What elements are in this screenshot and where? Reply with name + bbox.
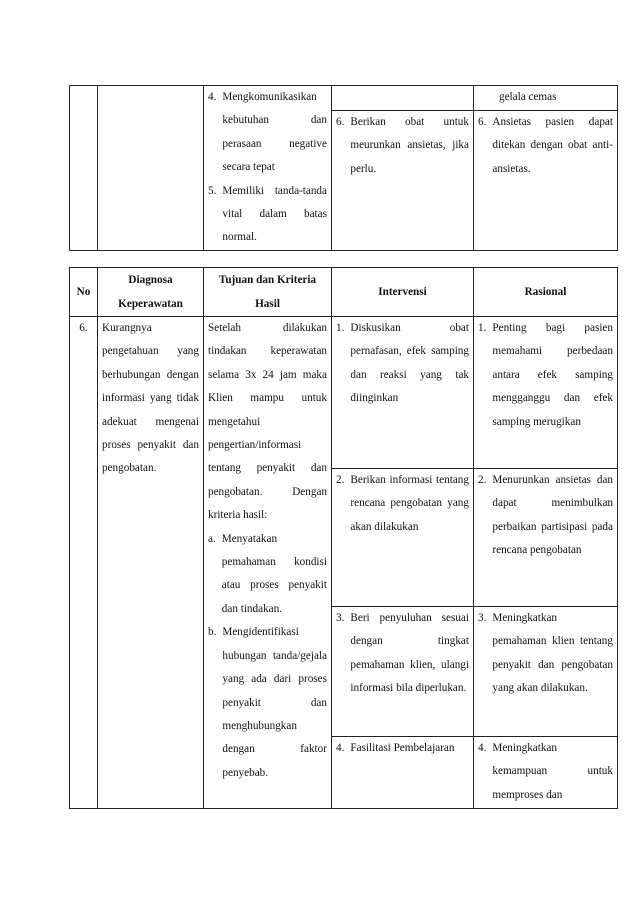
tujuan-item — [208, 86, 327, 180]
kriteria-item — [208, 528, 327, 622]
header-tujuan — [204, 268, 332, 317]
intervensi-item — [336, 737, 469, 760]
intervensi-item-text: Berikan informasi tentang rencana pengobatan yang akan dilakukan — [350, 474, 469, 533]
no-cell: 6. — [70, 317, 98, 809]
rasional-cell — [474, 737, 618, 809]
continuation-table — [69, 85, 618, 251]
body-row-1 — [70, 317, 618, 469]
tujuan-intro: Setelah dilakukan tindakan keperawatan selama 3x 24 jam maka Klien mampu untuk mengetahui pengertian/informasi tentang penyakit dan pengobatan. Dengan kriteria hasil: — [208, 322, 327, 522]
intervensi-item-num: 1. — [336, 322, 345, 334]
continuation-intervensi-cell — [332, 86, 474, 251]
intervensi-item-text: Diskusikan obat pernafasan, efek samping dan reaksi yang tak diinginkan — [350, 322, 469, 405]
intervensi-item-text: Fasilitasi Pembelajaran — [350, 742, 455, 754]
header-no: No — [70, 268, 98, 317]
tujuan-item-text: Mengkomunikasikan kebutuhan dan perasaan negative secara tepat — [222, 91, 327, 174]
rasional-item — [478, 607, 613, 701]
header-intervensi: Intervensi — [332, 268, 474, 317]
intervensi-cell — [332, 607, 474, 737]
tujuan-item-text: Memiliki tanda-tanda vital dalam batas normal. — [222, 184, 327, 244]
header-diagnosa-line1: Diagnosa — [128, 274, 173, 286]
continuation-no-cell — [70, 86, 98, 251]
kriteria-item-text: Mengidentifikasi hubungan tanda/gejala yang ada dari proses penyakit dan menghubungkan dengan faktor penyebab. — [222, 626, 327, 779]
rasional-item — [478, 469, 613, 563]
tujuan-item-num: 4. — [208, 91, 217, 103]
rasional-item-text: Meningkatkan pemahaman klien tentang penyakit dan pengobatan yang akan dilakukan. — [492, 612, 613, 695]
header-tujuan-line1: Tujuan dan Kriteria — [218, 274, 317, 286]
header-row — [70, 268, 618, 317]
kriteria-item-text: Menyatakan pemahaman kondisi atau proses penyakit dan tindakan. — [221, 532, 327, 615]
rasional-cell — [474, 607, 618, 737]
rasional-item — [474, 111, 617, 181]
diagnosa-cell: Kurangnya pengetahuan yang berhubungan dengan informasi yang tidak adekuat mengenai proses penyakit dan pengobatan. — [98, 317, 204, 809]
intervensi-item — [336, 607, 469, 701]
rasional-item-num: 2. — [478, 474, 487, 486]
rasional-item-num: 4. — [478, 742, 487, 754]
continuation-tujuan-cell — [204, 86, 332, 251]
intervensi-item-text: Berikan obat untuk meurunkan ansietas, jika perlu. — [350, 116, 469, 175]
tujuan-cell — [204, 317, 332, 809]
rasional-item-text: Meningkatkan kemampuan untuk memproses dan — [492, 742, 613, 801]
intervensi-item-num: 6. — [336, 116, 345, 128]
intervensi-item — [336, 469, 469, 539]
rasional-item-num: 3. — [478, 612, 487, 624]
rasional-cell — [474, 317, 618, 469]
rasional-item-num: 6. — [478, 116, 487, 128]
intervensi-cell — [332, 469, 474, 607]
kriteria-item — [208, 621, 327, 785]
rasional-item — [478, 317, 613, 434]
intervensi-item — [336, 317, 469, 411]
intervensi-item-num: 3. — [336, 612, 345, 624]
tujuan-item — [208, 180, 327, 250]
header-rasional: Rasional — [474, 268, 618, 317]
intervensi-cell — [332, 317, 474, 469]
intervensi-item-num: 4. — [336, 742, 345, 754]
rasional-top-text: gelala cemas — [474, 86, 617, 111]
rasional-item-text: Ansietas pasien dapat ditekan dengan obat anti-ansietas. — [492, 116, 613, 175]
main-table — [69, 267, 618, 809]
intervensi-item-num: 2. — [336, 474, 345, 486]
rasional-item — [478, 737, 613, 807]
rasional-item-text: Penting bagi pasien memahami perbedaan antara efek samping mengganggu dan efek samping merugikan — [492, 322, 613, 428]
rasional-cell — [474, 469, 618, 607]
rasional-item-num: 1. — [478, 322, 487, 334]
rasional-item-text: Menurunkan ansietas dan dapat menimbulkan perbaikan partisipasi pada rencana pengobatan — [492, 474, 613, 557]
continuation-row — [70, 86, 618, 251]
header-tujuan-line2: Hasil — [255, 298, 280, 310]
tujuan-item-num: 5. — [208, 184, 217, 197]
kriteria-item-num: b. — [208, 626, 217, 639]
kriteria-item-num: a. — [208, 532, 216, 545]
intervensi-item-text: Beri penyuluhan sesuai dengan tingkat pemahaman klien, ulangi informasi bila diperlukan. — [350, 612, 469, 695]
continuation-diagnosa-cell — [98, 86, 204, 251]
intervensi-cell — [332, 737, 474, 809]
header-diagnosa-line2: Keperawatan — [118, 298, 183, 310]
continuation-rasional-cell — [474, 86, 618, 251]
header-diagnosa — [98, 268, 204, 317]
intervensi-item — [332, 111, 473, 181]
